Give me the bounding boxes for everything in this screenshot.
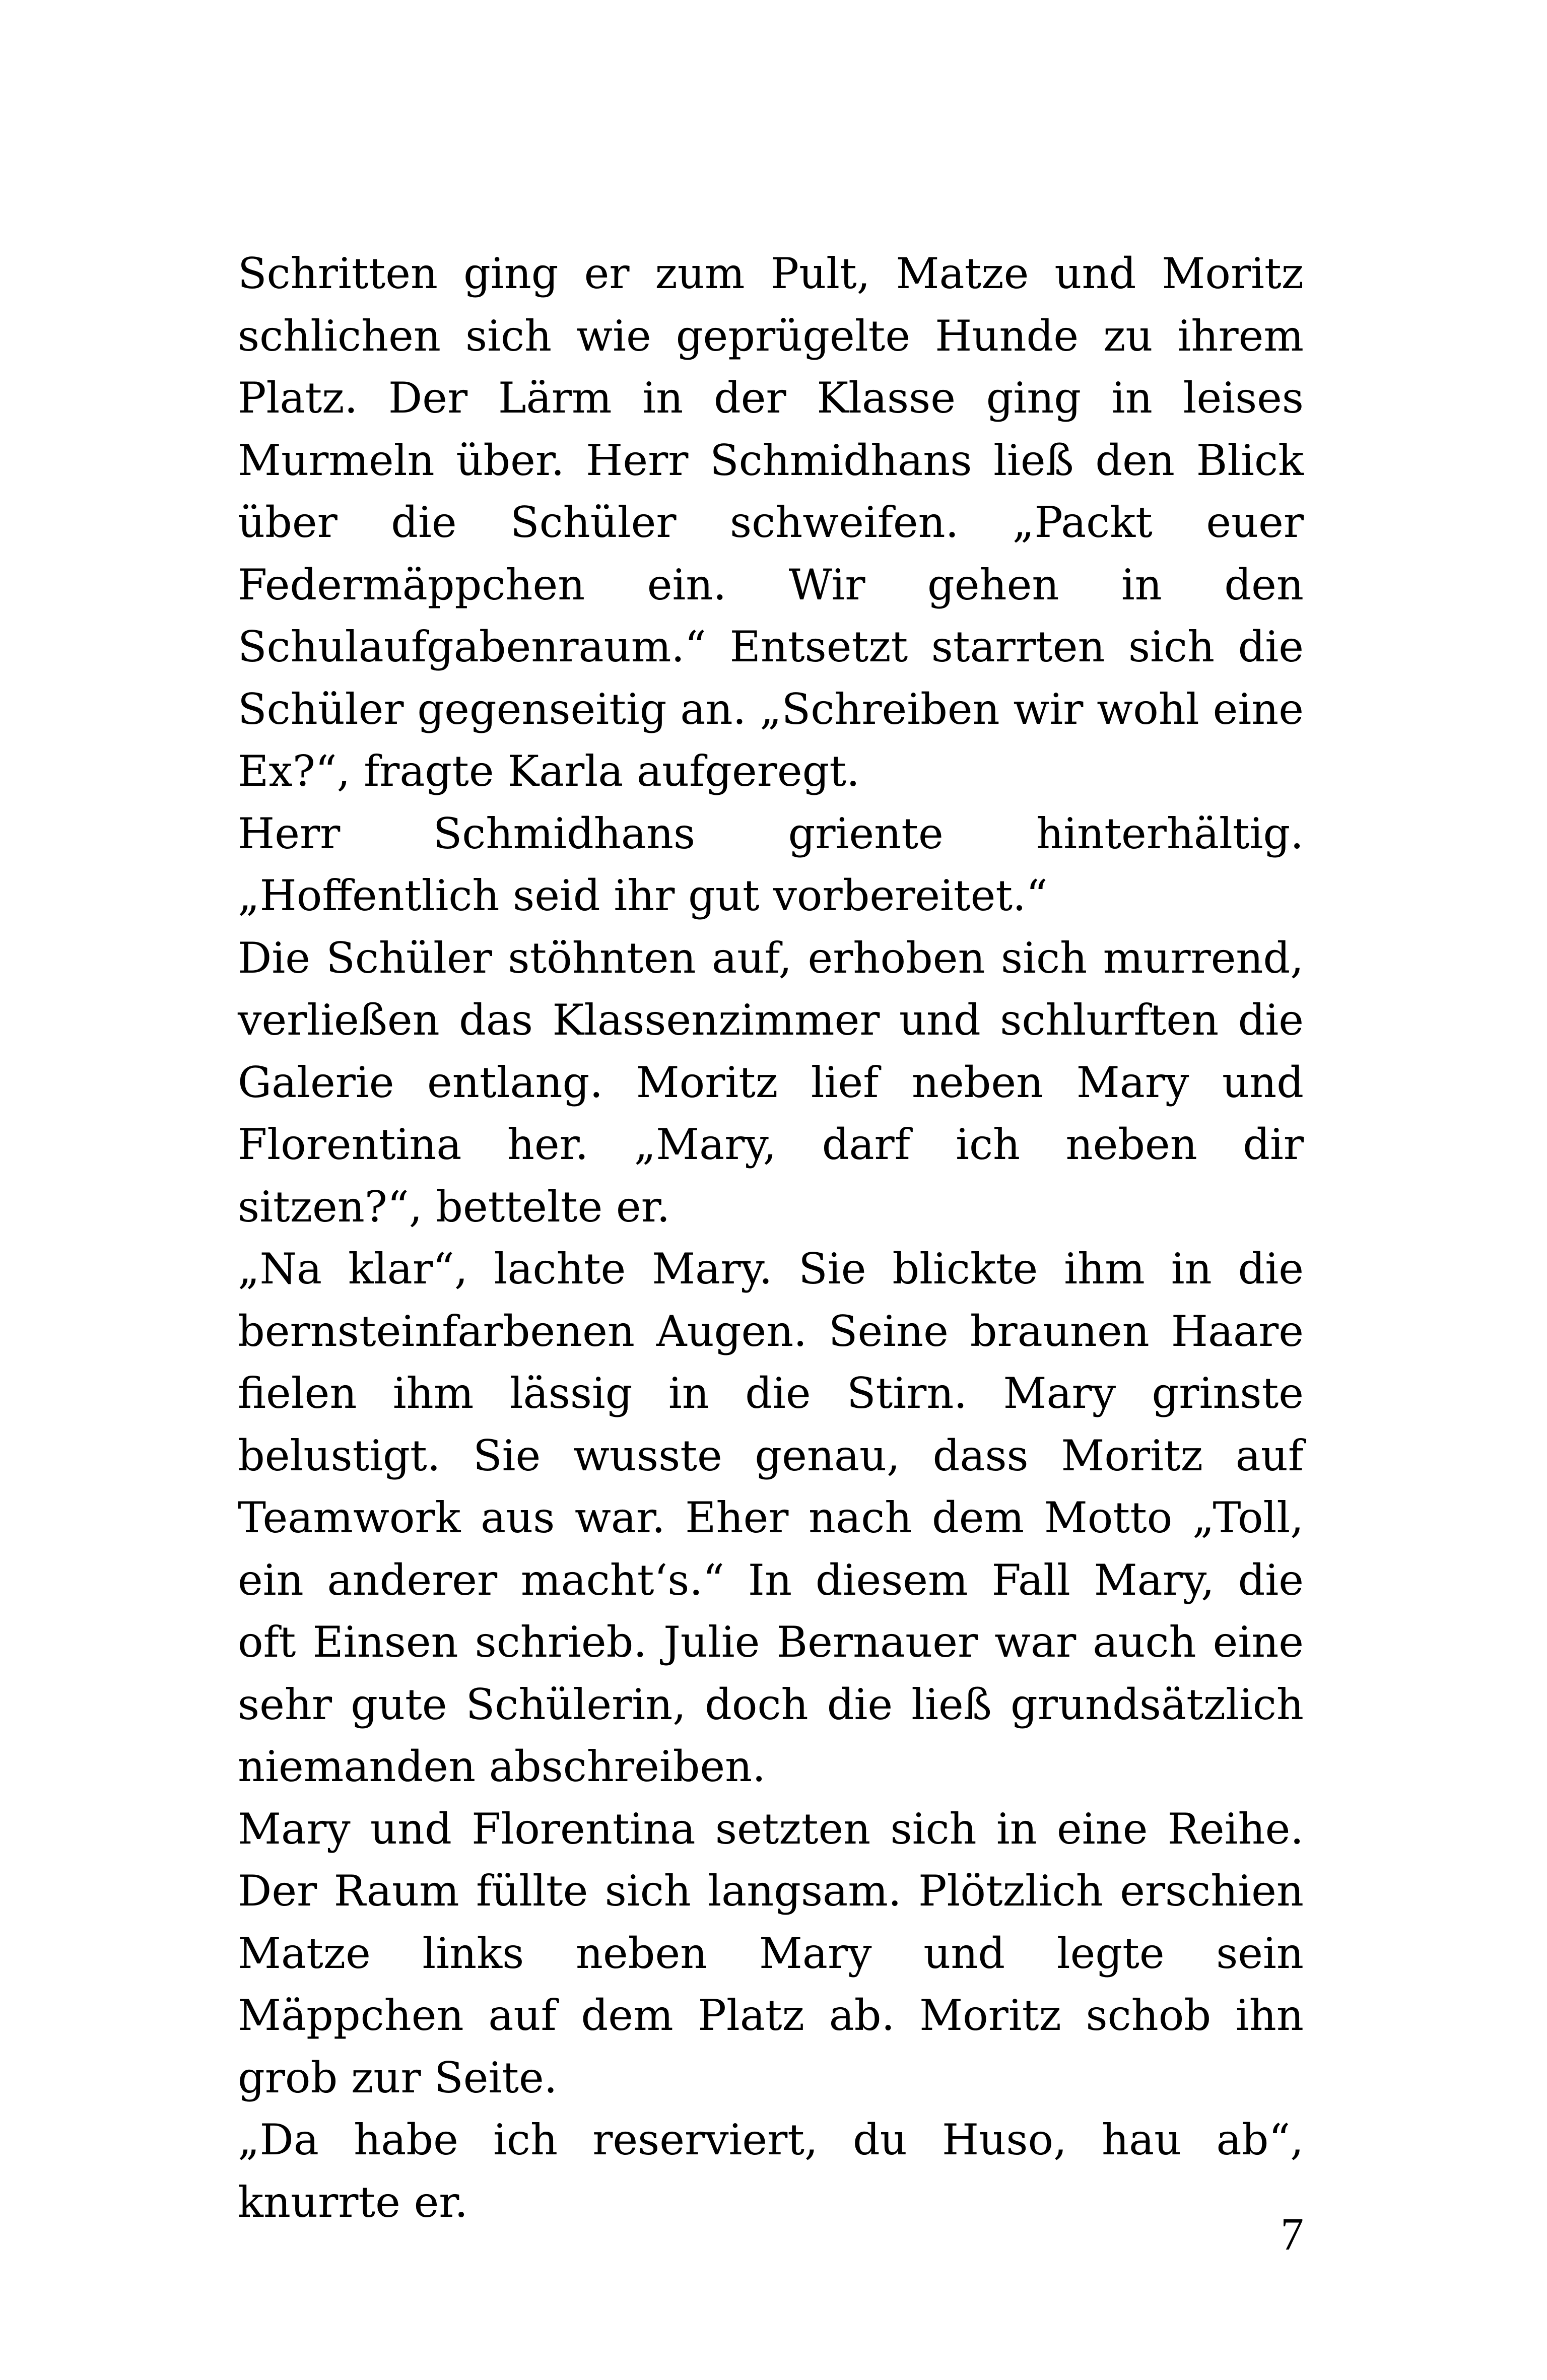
paragraph-3: Die Schüler stöhnten auf, erhoben sich murrend, verließen das Klassenzimmer und schlurften die Galerie entlang. Moritz lief neben Mary und Florentina her. „Mary, darf ich neben dir sitzen?“, bettelte er. <box>238 933 1304 1232</box>
page-number: 7 <box>1281 2208 1304 2260</box>
paragraph-6: „Da habe ich reserviert, du Huso, hau ab“, knurrte er. <box>238 2115 1304 2227</box>
paragraph-5: Mary und Florentina setzten sich in eine Reihe. Der Raum füllte sich langsam. Plötzlich erschien Matze links neben Mary und legte sein Mäppchen auf dem Platz ab. Moritz schob ihn grob zur Seite. <box>238 1804 1304 2102</box>
body-text <box>238 243 1304 2233</box>
paragraph-2: Herr Schmidhans griente hinterhältig. „Hoffentlich seid ihr gut vorbereitet.“ <box>238 808 1304 920</box>
paragraph-4: „Na klar“, lachte Mary. Sie blickte ihm in die bernsteinfarbenen Augen. Seine braunen Haare fielen ihm lässig in die Stirn. Mary grinste belustigt. Sie wusste genau, dass Moritz auf Teamwork aus war. Eher nach dem Motto „Toll, ein anderer macht‘s.“ In diesem Fall Mary, die oft Einsen schrieb. Julie Bernauer war auch eine sehr gute Schülerin, doch die ließ grundsätzlich niemanden abschreiben. <box>238 1244 1304 1791</box>
paragraph-1: Schritten ging er zum Pult, Matze und Moritz schlichen sich wie geprügelte Hunde zu ihrem Platz. Der Lärm in der Klasse ging in leises Murmeln über. Herr Schmidhans ließ den Blick über die Schüler schweifen. „Packt euer Federmäppchen ein. Wir gehen in den Schulaufgabenraum.“ Entsetzt starrten sich die Schüler gegenseitig an. „Schreiben wir wohl eine Ex?“, fragte Karla aufgeregt. <box>238 249 1304 796</box>
